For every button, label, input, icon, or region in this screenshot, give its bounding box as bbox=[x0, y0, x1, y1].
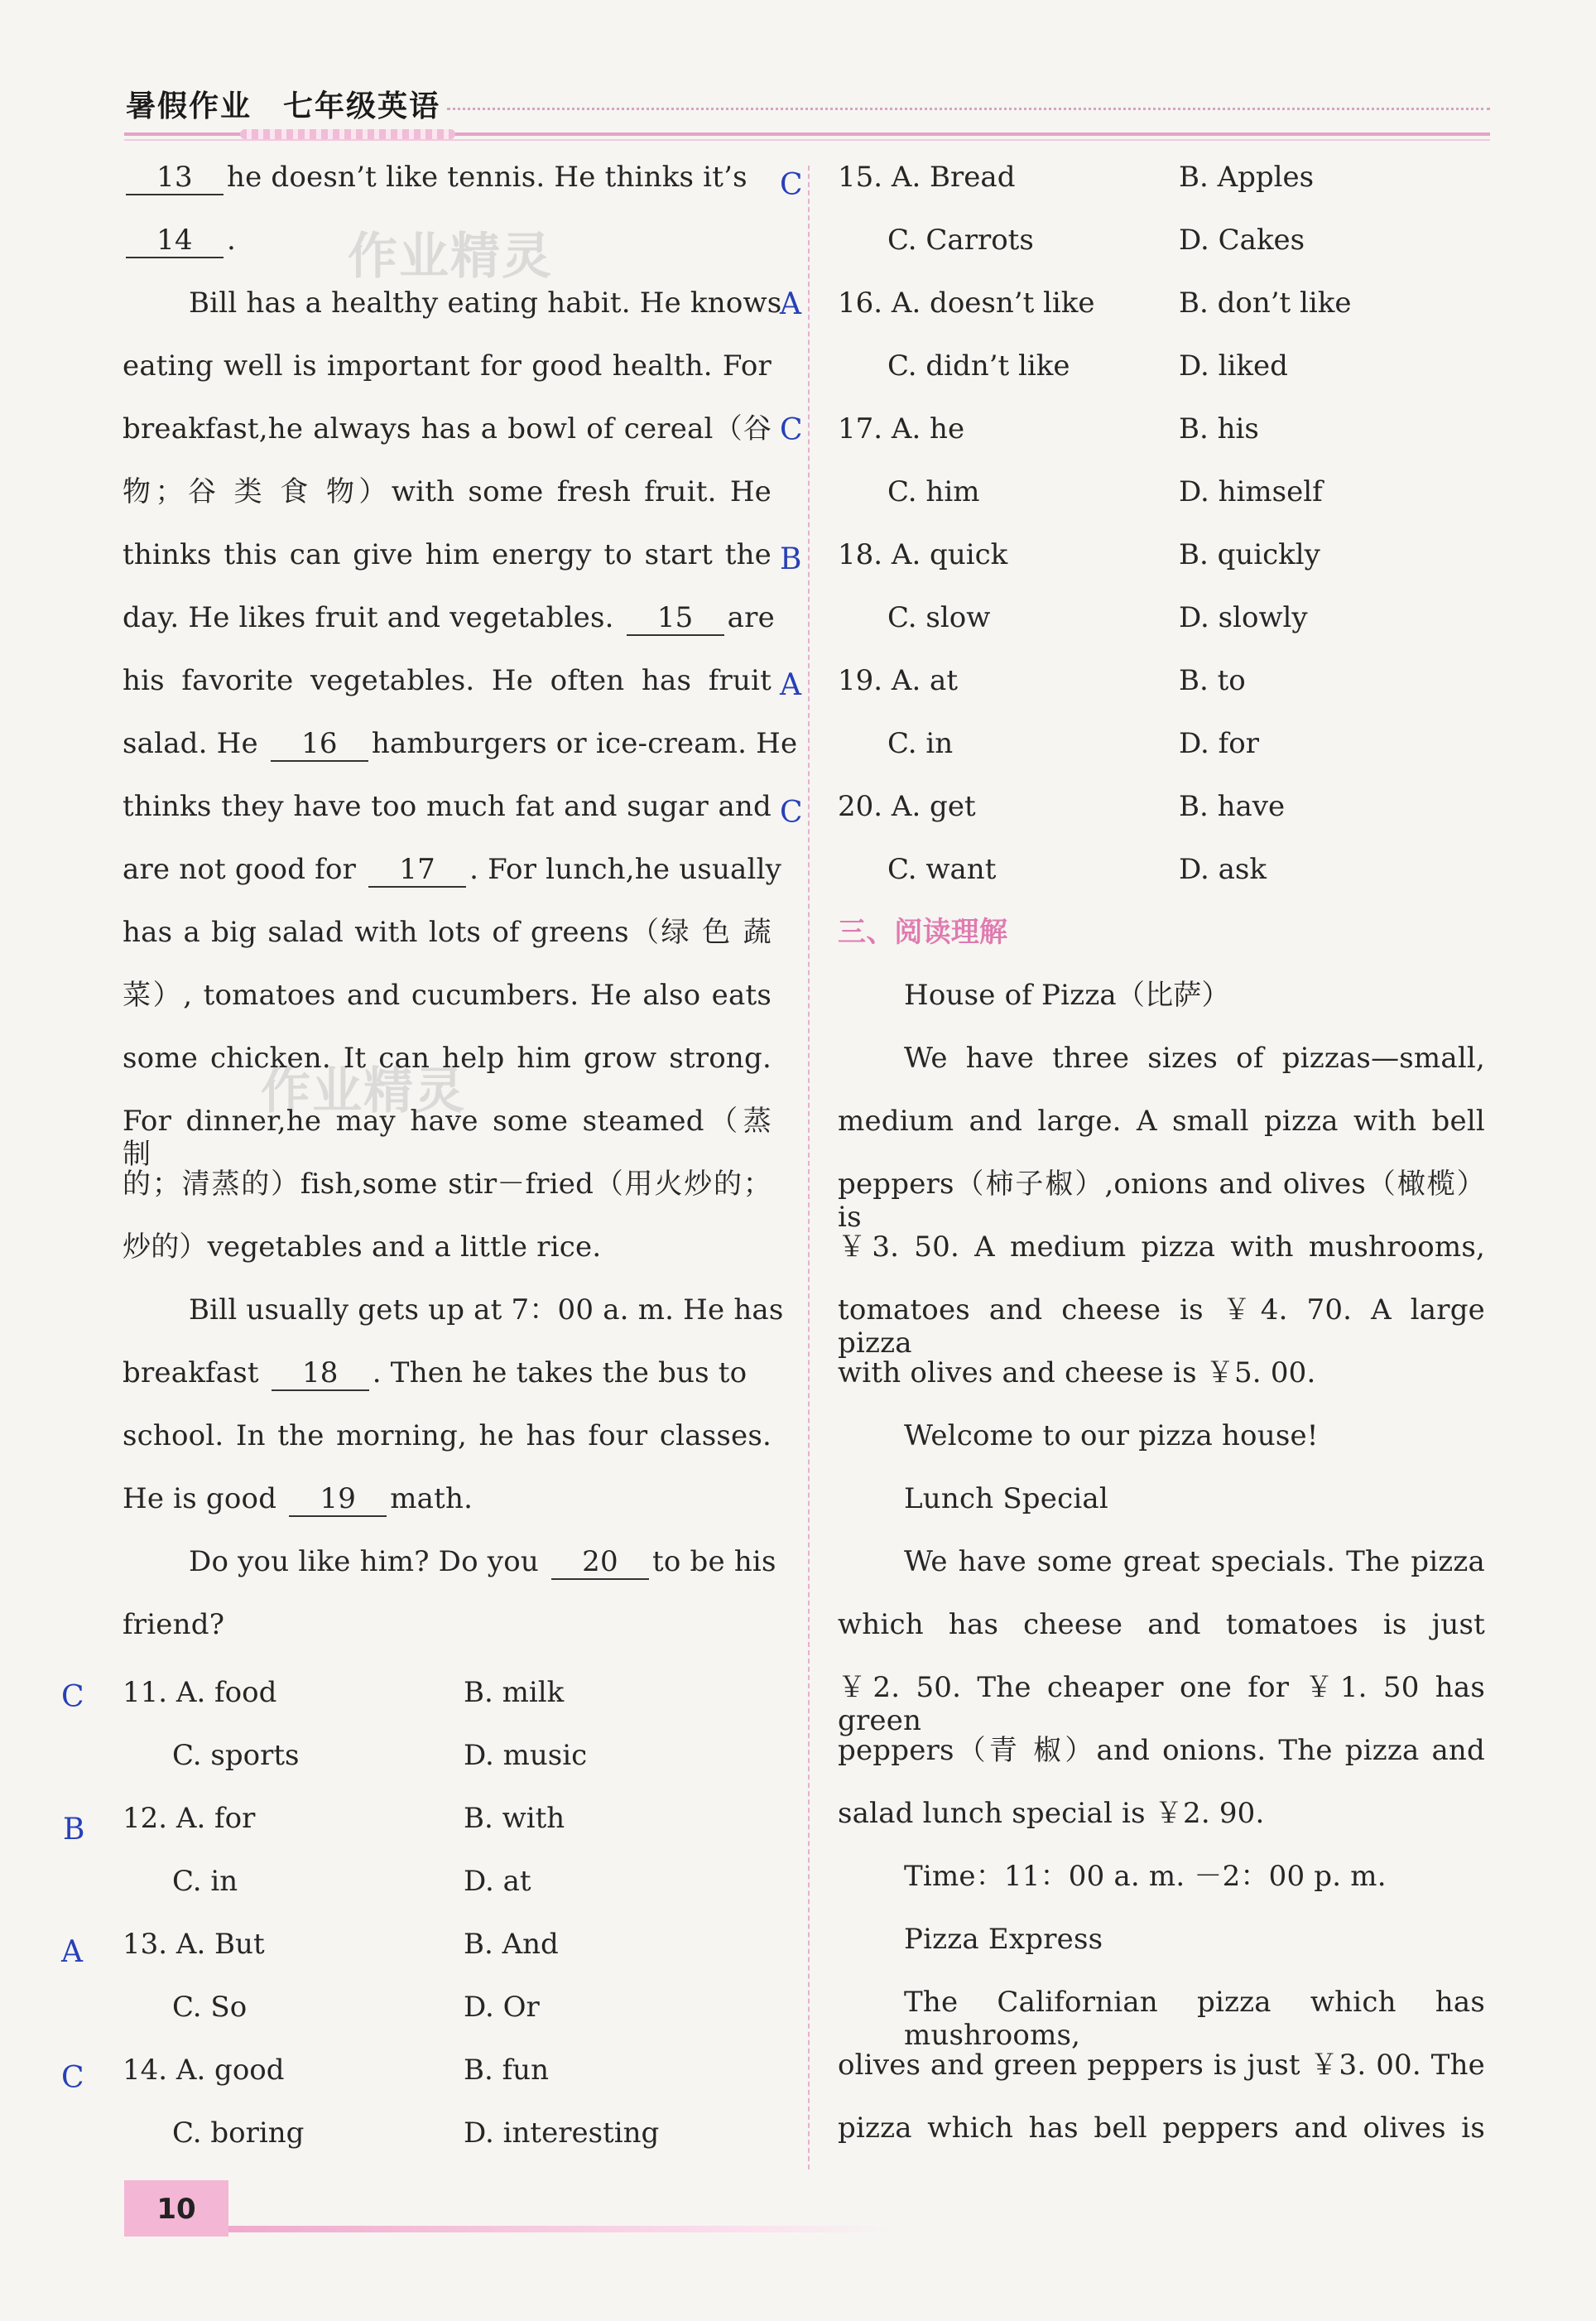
text-line: The Californian pizza which has mushrooms, bbox=[904, 1986, 1485, 2052]
text-line: He is good 19 math. bbox=[123, 1482, 474, 1515]
text-line: 的；清蒸的）fish,some stir－fried（用火炒的； bbox=[123, 1168, 772, 1201]
text-line: thinks this can give him energy to start the bbox=[123, 538, 772, 571]
option-c: C. want bbox=[887, 853, 997, 886]
text-line: olives and green peppers is just ￥3. 00. The bbox=[838, 2049, 1485, 2082]
blank-18: 18 bbox=[272, 1356, 369, 1391]
text-line: thinks they have too much fat and sugar and bbox=[123, 790, 772, 823]
subheading: Lunch Special bbox=[904, 1482, 1108, 1515]
header-dotted-rule bbox=[447, 108, 1490, 110]
text-line: which has cheese and tomatoes is just bbox=[838, 1608, 1485, 1641]
option-b: B. quickly bbox=[1179, 538, 1320, 571]
text-line: We have some great specials. The pizza bbox=[904, 1545, 1485, 1578]
text-line: salad. He 16 hamburgers or ice-cream. He bbox=[123, 727, 798, 760]
footer-bar bbox=[228, 2226, 891, 2232]
option-c: C. slow bbox=[887, 601, 991, 634]
option-d: D. ask bbox=[1179, 853, 1267, 886]
option-d: D. interesting bbox=[464, 2116, 660, 2150]
answer-mark: B bbox=[63, 1813, 85, 1847]
page-number: 10 bbox=[156, 2193, 196, 2226]
section-title: 三、阅读理解 bbox=[838, 916, 1008, 949]
text-line: peppers（柿子椒）,onions and olives（橄榄）is bbox=[838, 1168, 1485, 1234]
blank-20: 20 bbox=[551, 1545, 649, 1580]
text-line: ￥2. 50. The cheaper one for ￥1. 50 has green bbox=[838, 1671, 1485, 1737]
option-b: B. fun bbox=[464, 2054, 549, 2087]
text-line: ￥3. 50. A medium pizza with mushrooms, bbox=[838, 1230, 1485, 1264]
answer-mark: C bbox=[780, 413, 803, 447]
subheading: Pizza Express bbox=[904, 1923, 1103, 1956]
question-17: 17. A. he bbox=[838, 412, 965, 445]
watermark: 作业精灵 bbox=[261, 1062, 466, 1120]
question-18: 18. A. quick bbox=[838, 538, 1008, 571]
blank-17: 17 bbox=[368, 853, 466, 888]
option-c: C. sports bbox=[172, 1739, 300, 1772]
question-12: 12. A. for bbox=[123, 1802, 256, 1835]
option-c: C. didn’t like bbox=[887, 349, 1070, 383]
text-line: school. In the morning, he has four classes. bbox=[123, 1419, 772, 1452]
text-line: eating well is important for good health. For bbox=[123, 349, 772, 383]
option-d: D. slowly bbox=[1179, 601, 1308, 634]
text-line: breakfast,he always has a bowl of cereal（谷 bbox=[123, 412, 772, 445]
blank-13: 13 bbox=[126, 161, 224, 195]
option-c: C. in bbox=[172, 1865, 238, 1898]
text-line: Bill usually gets up at 7：00 a. m. He has bbox=[189, 1293, 784, 1327]
option-c: C. boring bbox=[172, 2116, 305, 2150]
option-d: D. himself bbox=[1179, 475, 1323, 508]
text-line: 菜）, tomatoes and cucumbers. He also eats bbox=[123, 979, 772, 1012]
watermark: 作业精灵 bbox=[348, 228, 553, 286]
option-b: B. have bbox=[1179, 790, 1286, 823]
option-b: B. milk bbox=[464, 1676, 565, 1709]
answer-mark: C bbox=[61, 2061, 84, 2095]
text-line: breakfast 18 . Then he takes the bus to bbox=[123, 1356, 748, 1389]
option-b: B. Apples bbox=[1179, 161, 1315, 194]
option-d: D. at bbox=[464, 1865, 531, 1898]
header-decoration bbox=[240, 129, 455, 139]
option-c: C. him bbox=[887, 475, 980, 508]
blank-19: 19 bbox=[289, 1482, 387, 1517]
blank-16: 16 bbox=[271, 727, 368, 762]
text-line: 炒的）vegetables and a little rice. bbox=[123, 1230, 602, 1264]
option-c: C. So bbox=[172, 1991, 248, 2024]
option-b: B. his bbox=[1179, 412, 1259, 445]
answer-mark: A bbox=[780, 668, 801, 702]
text-line: some chicken. It can help him grow strong. bbox=[123, 1042, 772, 1075]
option-d: D. for bbox=[1179, 727, 1259, 760]
text-line: 14 . bbox=[123, 224, 236, 258]
question-11: 11. A. food bbox=[123, 1676, 277, 1709]
option-d: D. Cakes bbox=[1179, 224, 1305, 257]
option-c: C. Carrots bbox=[887, 224, 1034, 257]
text-line: his favorite vegetables. He often has fruit bbox=[123, 664, 772, 697]
option-b: B. with bbox=[464, 1802, 565, 1835]
text-line: friend? bbox=[123, 1608, 225, 1641]
option-c: C. in bbox=[887, 727, 954, 760]
text-line: We have three sizes of pizzas—small, bbox=[904, 1042, 1485, 1075]
option-d: D. music bbox=[464, 1739, 588, 1772]
text-line: has a big salad with lots of greens（绿 色 蔬 bbox=[123, 916, 772, 949]
text-line: peppers（青 椒）and onions. The pizza and bbox=[838, 1734, 1485, 1767]
text-line: Do you like him? Do you 20 to be his bbox=[189, 1545, 776, 1578]
blank-15: 15 bbox=[627, 601, 724, 636]
answer-mark: C bbox=[780, 168, 803, 202]
text-line: tomatoes and cheese is ￥4. 70. A large pizza bbox=[838, 1293, 1485, 1360]
answer-mark: A bbox=[780, 287, 801, 321]
question-14: 14. A. good bbox=[123, 2054, 285, 2087]
text-line: are not good for 17 . For lunch,he usually bbox=[123, 853, 782, 886]
text-line: 物；谷 类 食 物）with some fresh fruit. He bbox=[123, 475, 772, 508]
text-line: with olives and cheese is ￥5. 00. bbox=[838, 1356, 1316, 1389]
question-13: 13. A. But bbox=[123, 1928, 265, 1961]
answer-mark: B bbox=[780, 542, 802, 576]
answer-mark: C bbox=[61, 1680, 84, 1714]
header-title: 暑假作业 七年级英语 bbox=[126, 89, 441, 123]
question-20: 20. A. get bbox=[838, 790, 976, 823]
option-b: B. don’t like bbox=[1179, 287, 1352, 320]
header-rule-thin bbox=[124, 139, 1490, 141]
option-d: D. liked bbox=[1179, 349, 1288, 383]
text-line: day. He likes fruit and vegetables. 15 are bbox=[123, 601, 775, 634]
reading-title: House of Pizza（比萨） bbox=[904, 979, 1230, 1012]
text-line: salad lunch special is ￥2. 90. bbox=[838, 1797, 1265, 1830]
text-line: 13 he doesn’t like tennis. He thinks it’s bbox=[123, 161, 748, 195]
blank-14: 14 bbox=[126, 224, 224, 258]
answer-mark: A bbox=[61, 1935, 83, 1969]
text-line: medium and large. A small pizza with bell bbox=[838, 1105, 1485, 1138]
column-divider bbox=[808, 166, 810, 2169]
text-line: Time：11：00 a. m. －2：00 p. m. bbox=[904, 1860, 1387, 1893]
text-line: pizza which has bell peppers and olives is bbox=[838, 2112, 1485, 2145]
text-line: Bill has a healthy eating habit. He knows bbox=[189, 287, 782, 320]
question-15: 15. A. Bread bbox=[838, 161, 1016, 194]
answer-mark: C bbox=[780, 796, 803, 830]
text-line: For dinner,he may have some steamed（蒸 制 bbox=[123, 1105, 772, 1171]
option-b: B. And bbox=[464, 1928, 559, 1961]
option-b: B. to bbox=[1179, 664, 1246, 697]
option-d: D. Or bbox=[464, 1991, 540, 2024]
text-line: Welcome to our pizza house! bbox=[904, 1419, 1319, 1452]
question-16: 16. A. doesn’t like bbox=[838, 287, 1095, 320]
question-19: 19. A. at bbox=[838, 664, 958, 697]
